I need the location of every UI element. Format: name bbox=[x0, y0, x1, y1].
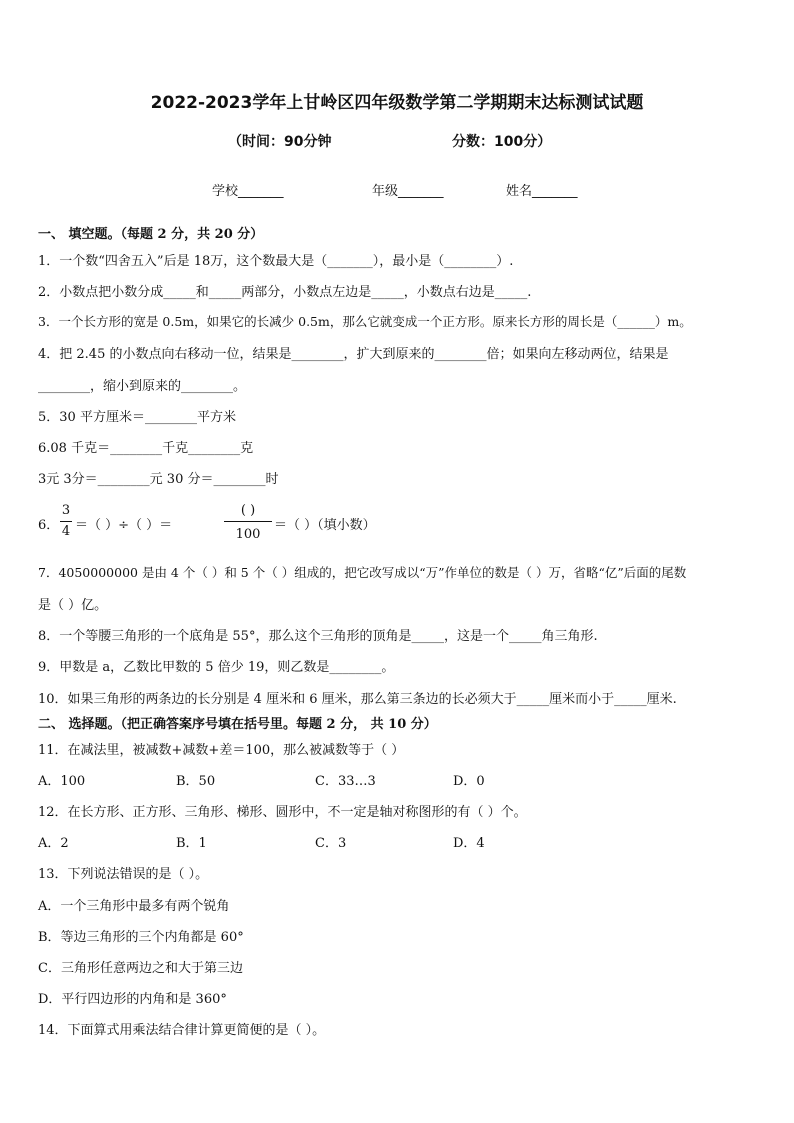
q12-option-b: B．1 bbox=[176, 836, 207, 851]
question-10: 10．如果三角形的两条边的长分别是 4 厘米和 6 厘米，那么第三条边的长必须大于_____厘米而小于_____厘米. bbox=[38, 692, 677, 707]
section1-header: 一、 填空题。（每题 2 分，共 20 分） bbox=[38, 227, 264, 242]
question-9: 9．甲数是 a，乙数比甲数的 5 倍少 19，则乙数是________。 bbox=[38, 660, 395, 675]
question-4-line2: ________，缩小到原来的________。 bbox=[38, 379, 247, 394]
question-5-line1: 5．30 平方厘米＝________平方米 bbox=[38, 410, 236, 425]
question-14: 14．下面算式用乘法结合律计算更简便的是（ ）。 bbox=[38, 1023, 326, 1038]
q11-option-c: C．33…3 bbox=[315, 774, 376, 789]
question-3: 3．一个长方形的宽是 0.5m，如果它的长减少 0.5m，那么它就变成一个正方形。原来长方形的周长是（______）m。 bbox=[38, 314, 692, 329]
time-label: （时间：90分钟 bbox=[228, 134, 332, 150]
question-5-line3: 3元 3分＝________元 30 分＝________时 bbox=[38, 472, 279, 487]
grade-field: 年级_______ bbox=[372, 184, 444, 199]
section2-header: 二、 选择题。（把正确答案序号填在括号里。每题 2 分， 共 10 分） bbox=[38, 717, 437, 732]
question-4-line1: 4．把 2.45 的小数点向右移动一位，结果是________，扩大到原来的________倍；如果向左移动两位，结果是 bbox=[38, 347, 669, 362]
question-5-line2: 6.08 千克＝________千克________克 bbox=[38, 441, 254, 456]
q12-option-d: D．4 bbox=[453, 836, 485, 851]
q13-option-a: A．一个三角形中最多有两个锐角 bbox=[38, 899, 230, 914]
question-6-prefix: 6． bbox=[38, 518, 60, 533]
fraction-denominator: 4 bbox=[61, 524, 71, 539]
question-12: 12．在长方形、正方形、三角形、梯形、圆形中，不一定是轴对称图形的有（ ）个。 bbox=[38, 805, 527, 820]
q13-option-d: D．平行四边形的内角和是 360° bbox=[38, 992, 227, 1007]
fraction2-bar bbox=[224, 521, 272, 522]
question-2: 2．小数点把小数分成_____和_____两部分，小数点左边是_____，小数点右边是_____. bbox=[38, 285, 532, 300]
q13-option-c: C．三角形任意两边之和大于第三边 bbox=[38, 961, 243, 976]
q11-option-d: D．0 bbox=[453, 774, 485, 789]
fraction-numerator: 3 bbox=[61, 503, 71, 518]
question-7-line2: 是（ ）亿。 bbox=[38, 598, 108, 613]
question-6-suffix: ＝（ ）（填小数） bbox=[274, 518, 376, 533]
fraction-bar bbox=[60, 521, 72, 522]
q11-option-a: A．100 bbox=[38, 774, 86, 789]
page-title: 2022-2023学年上甘岭区四年级数学第二学期期末达标测试试题 bbox=[150, 93, 644, 113]
question-6-middle: ＝（ ）÷（ ）＝ bbox=[75, 518, 173, 533]
fraction2-numerator: ( ) bbox=[240, 503, 256, 518]
q12-option-c: C．3 bbox=[315, 836, 347, 851]
q11-option-b: B．50 bbox=[176, 774, 216, 789]
question-11: 11．在减法里，被减数+减数+差＝100，那么被减数等于（ ） bbox=[38, 743, 405, 758]
question-7-line1: 7．4050000000 是由 4 个（ ）和 5 个（ ）组成的，把它改写成以“万”作单位的数是（ ）万，省略“亿”后面的尾数 bbox=[38, 565, 687, 580]
fraction2-denominator: 100 bbox=[235, 527, 261, 542]
school-field: 学校_______ bbox=[212, 184, 284, 199]
q13-option-b: B．等边三角形的三个内角都是 60° bbox=[38, 930, 244, 945]
question-1: 1．一个数“四舍五入”后是 18万，这个数最大是（_______），最小是（________）. bbox=[38, 254, 514, 269]
question-13: 13．下列说法错误的是（ ）。 bbox=[38, 867, 209, 882]
q12-option-a: A．2 bbox=[38, 836, 69, 851]
question-8: 8．一个等腰三角形的一个底角是 55°，那么这个三角形的顶角是_____，这是一个_____角三角形. bbox=[38, 629, 598, 644]
score-label: 分数：100分） bbox=[452, 134, 552, 150]
name-field: 姓名_______ bbox=[506, 184, 578, 199]
